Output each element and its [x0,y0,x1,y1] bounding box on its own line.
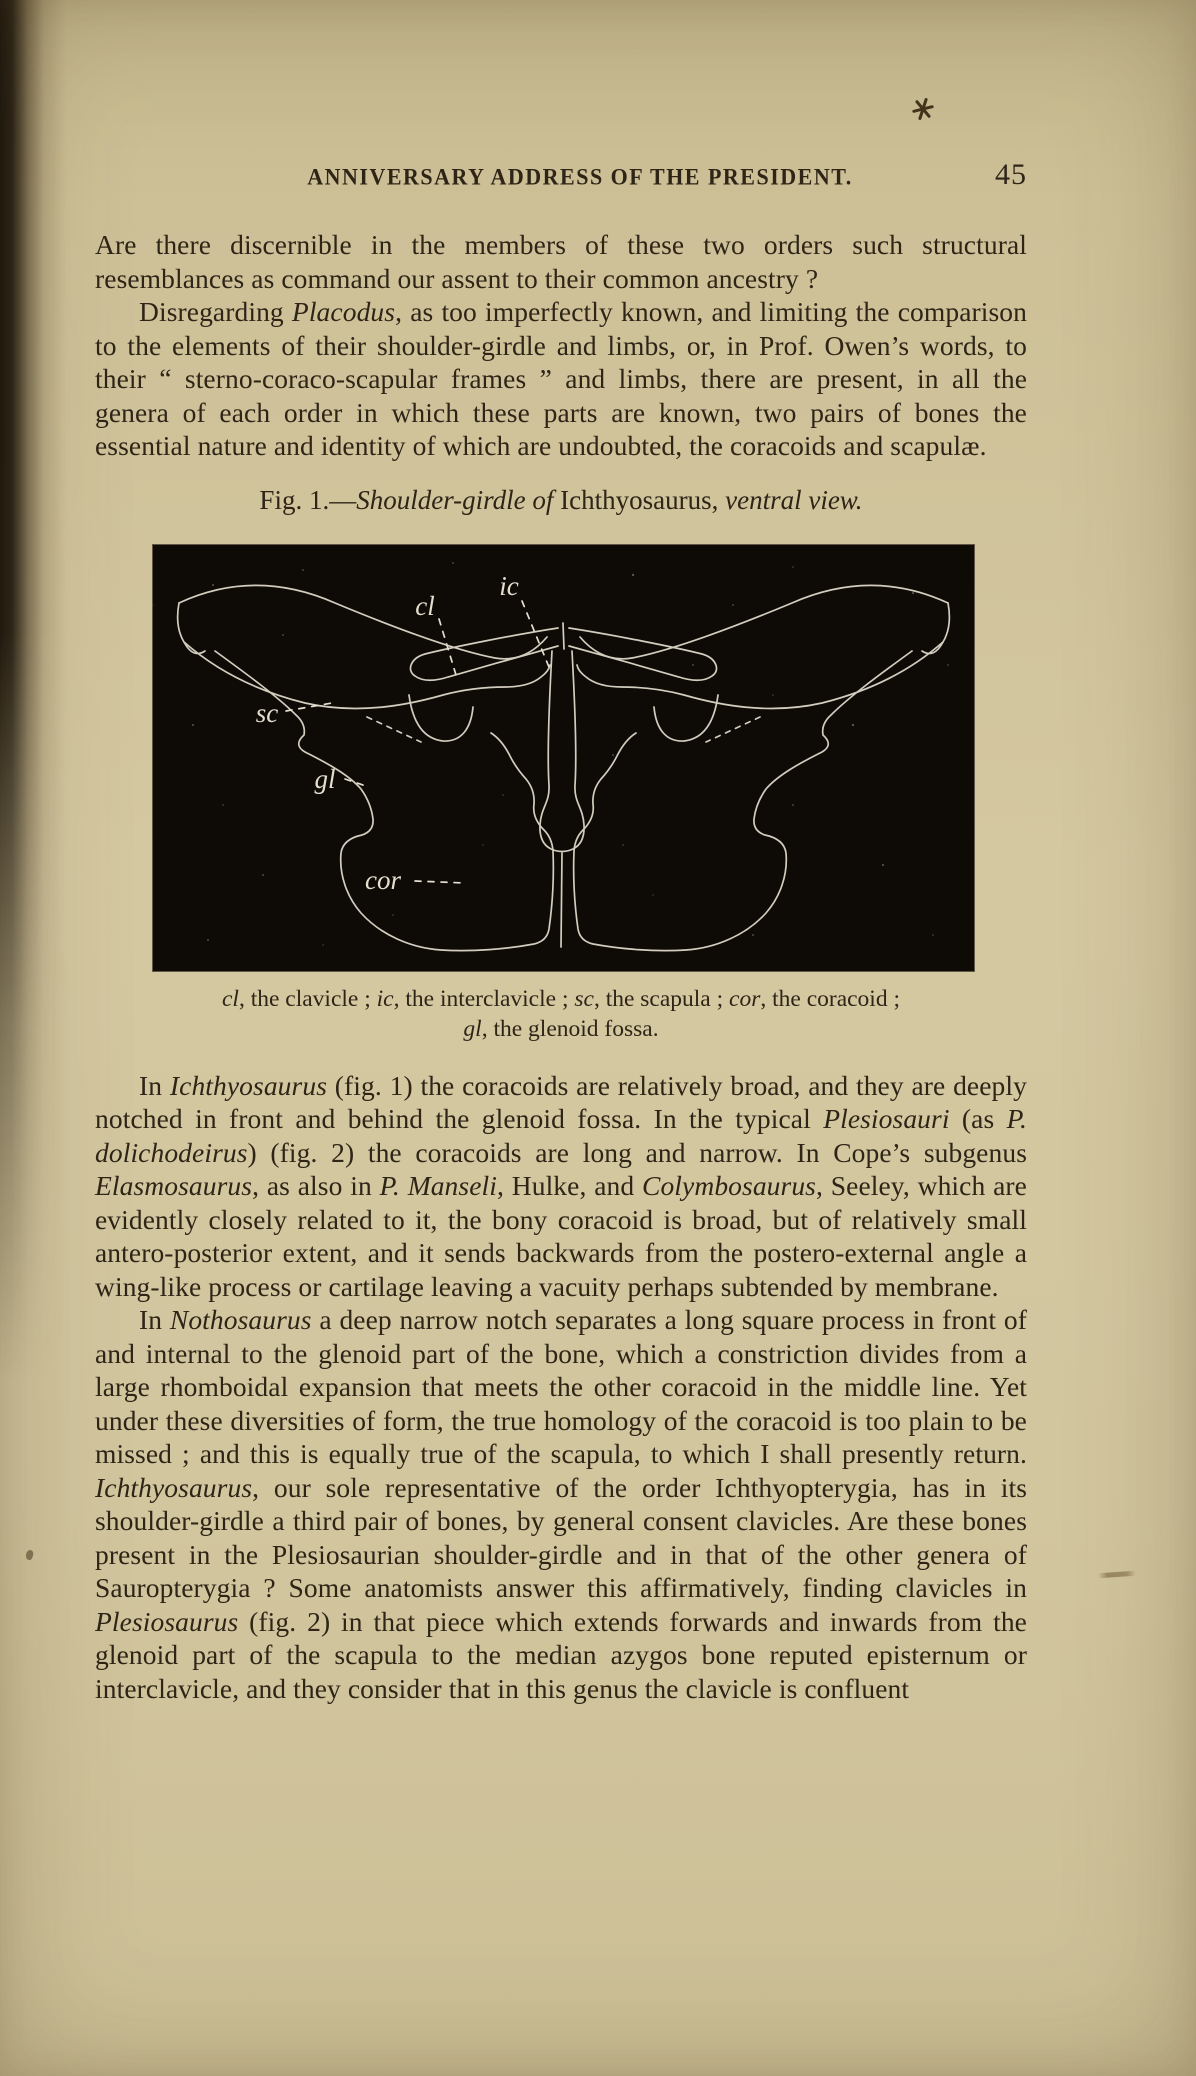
midline-seam [561,853,562,947]
interclavicle-stem [540,651,584,852]
body-text [95,228,1027,463]
ink-asterisk-mark [910,96,936,122]
label-ic: ic [499,570,519,601]
left-margin-speck [25,1549,35,1561]
figure-caption: Fig. 1.—Shoulder-girdle of Ichthyosaurus, ventral view. [259,484,863,515]
scan-gutter-shadow [0,0,70,1500]
figure-legend [95,984,1027,1044]
suture-dashed-line [367,717,421,742]
label-cl: cl [415,590,435,621]
label-cor: cor [365,864,401,895]
scapula-coracoid-outline [215,651,553,951]
plate-specks [153,562,949,946]
leader-cor [415,881,465,883]
label-gl: gl [314,763,336,794]
body-text-lower [95,1069,1027,1706]
paragraph-4: In Nothosaurus a deep narrow notch separates a long square process in front of and internal to the glenoid part of the bone, which a constriction divides from a large rhomboidal expansion that meets the other coracoid in the middle line. Yet under these diversities of form, the true homology of the coracoid is too plain to be missed ; and this is equally true of the scapula, to which I shall presently return. Ichthyosaurus, our sole representative of the order Ichthyopterygia, has in its shoulder-girdle a third pair of bones, by general consent clavicles. Are these bones present in the Plesiosaurian shoulder-girdle and in that of the other genera of Sauropterygia ? Some anatomists answer this affirmatively, finding clavicles in Plesiosaurus (fig. 2) in that piece which extends forwards and inwards from the glenoid part of the scapula to the median azygos bone reputed episternum or interclavicle, and they consider that in this genus the clavicle is confluent [95,1304,1027,1704]
legend-line-2: gl, the glenoid fossa. [463,1015,659,1042]
clavicle-upper-edge [179,585,547,658]
page-number: 45 [995,158,1027,191]
label-sc: sc [255,697,279,728]
paragraph-3: In Ichthyosaurus (fig. 1) the coracoids are relatively broad, and they are deeply notched in front and behind the glenoid fossa. In the typical Plesiosauri (as P. dolichodeirus) (fig. 2) the coracoids are long and narrow. In Cope’s subgenus Elasmosaurus, as also in P. Manseli, Hulke, and Colymbosaurus, Seeley, which are evidently closely related to it, the bony coracoid is broad, but of relatively small antero-posterior extent, and it sends backwards from the postero-external angle a wing-like process or cartilage leaving a vacuity perhaps subtended by membrane. [95,1069,1027,1302]
paragraph-1: Are there discernible in the members of these two orders such structural resemblances as command our assent to their common ancestry ? [95,229,1027,294]
clavicle-lower-edge [184,642,550,708]
figure-plate [153,545,974,971]
running-head-title: ANNIVERSARY ADDRESS OF THE PRESIDENT. [307,163,853,190]
interclavicle-arm [410,628,558,680]
clavicle-wing-tip [178,603,184,642]
page-header [95,158,1027,192]
shoulder-girdle-illustration [153,545,974,971]
legend-line-1: cl, the clavicle ; ic, the interclavicle ; sc, the scapula ; cor, the coracoid ; [221,985,900,1012]
right-margin-pencil-dash [1098,1571,1136,1579]
interclavicle-seam [563,623,564,649]
page-content [95,0,1027,1705]
paragraph-2: Disregarding Placodus, as too imperfectly known, and limiting the comparison to the elements of their shoulder-girdle and limbs, or, in Prof. Owen’s words, to their “ sterno-coraco-scapular frames ” and limbs, there are present, in all the genera of each order in which these parts are known, two pairs of bones the essential nature and identity of which are undoubted, the coracoids and scapulæ. [95,296,1027,461]
